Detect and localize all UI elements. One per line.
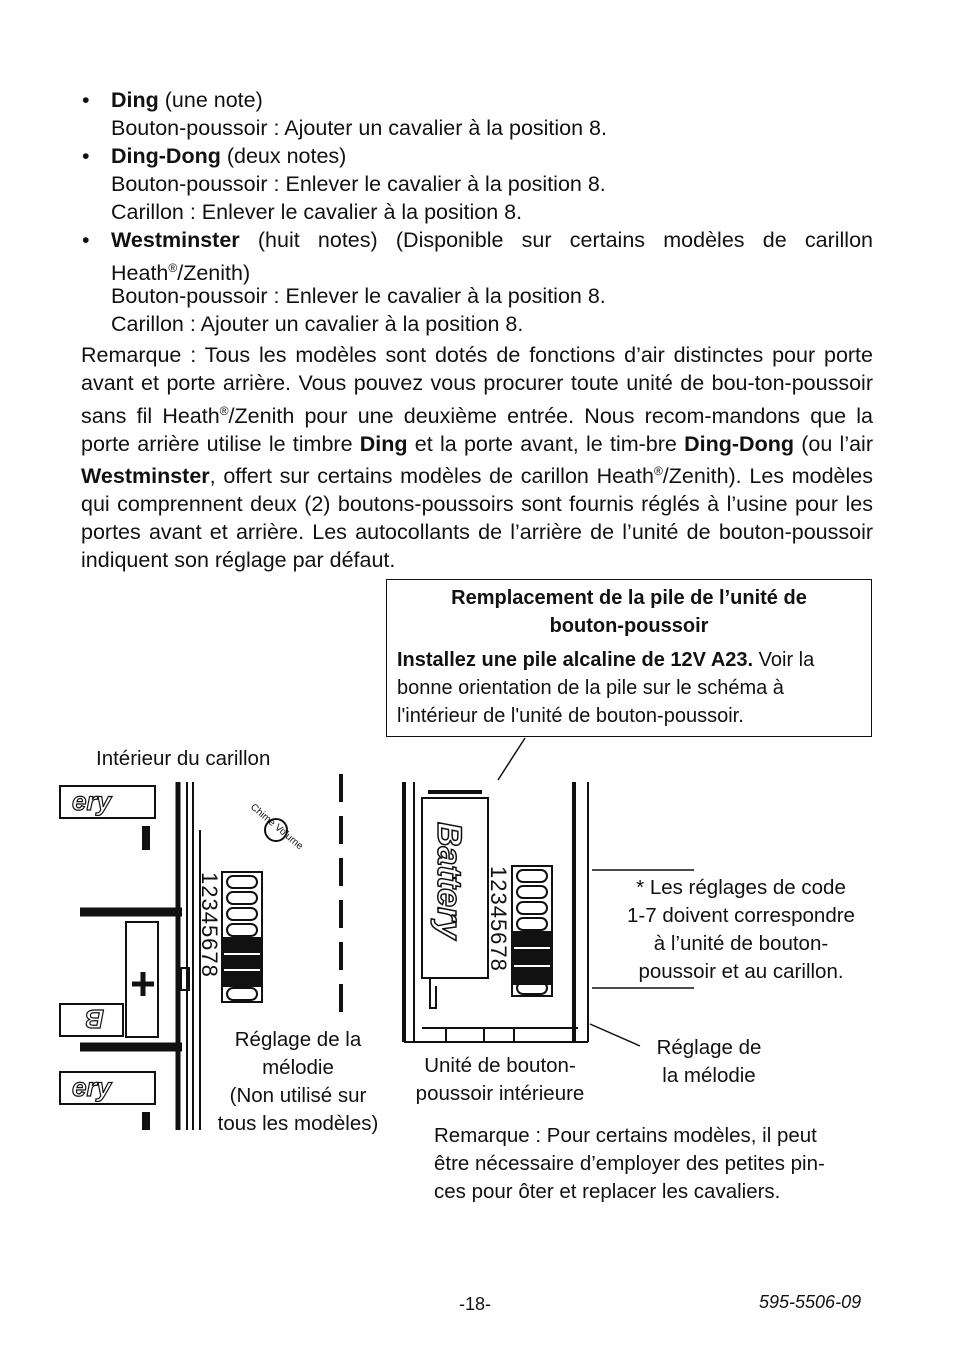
- battery-fragment-bottom: ery: [72, 1072, 112, 1102]
- jumper-numbers-right: 12345678: [486, 866, 511, 972]
- bullet-ding-line: Bouton-poussoir : Ajouter un cavalier à la position 8.: [111, 116, 607, 140]
- bullet-westminster-line: Bouton-poussoir : Enlever le cavalier à la position 8.: [111, 284, 606, 308]
- battery-word: Battery: [430, 822, 468, 940]
- melody-setting-right-label: Réglage de la mélodie: [656, 1036, 762, 1087]
- battery-fragment-top: ery: [72, 786, 112, 816]
- battery-fragment-flipped: B: [85, 1004, 104, 1034]
- pushbutton-interior-label: Unité de bouton- poussoir intérieure: [415, 1054, 585, 1105]
- bullet-westminster-line: Carillon : Ajouter un cavalier à la position 8.: [111, 312, 524, 336]
- bullet-ding-heading: Ding (une note): [111, 88, 263, 112]
- jumper-numbers-left: 12345678: [197, 872, 222, 978]
- code-settings-note: * Les réglages de code 1-7 doivent correspondre à l’unité de bouton- poussoir et au carillon.: [627, 876, 855, 983]
- bullet-symbol: •: [82, 144, 90, 168]
- remark-paragraph: Remarque : Tous les modèles sont dotés de fonctions d’air distinctes pour porte avant et porte arrière. Vous pouvez vous procurer toute unité de bou-ton-poussoir sans fil Heath®/Zenith pour une deuxième entrée. Nous recom-mandons que la porte arrière utilise le timbre Ding et la porte avant, le tim-bre Ding-Dong (ou l’air Westminster, offert sur certains modèles de carillon Heath®/Zenith). Les modèles qui comprennent deux (2) boutons-poussoirs sont fournis réglés à l’usine pour les portes avant et arrière. Les autocollants de l’arrière de l’unité de bouton-poussoir indiquent son réglage par défaut.: [81, 343, 873, 572]
- battery-box-body: Installez une pile alcaline de 12V A23. Voir la bonne orientation de la pile sur le schéma à l'intérieur de l'unité de bouton-poussoir.: [397, 649, 815, 727]
- bullet-symbol: •: [82, 88, 90, 112]
- document-number: 595-5506-09: [759, 1292, 862, 1312]
- bullet-ding-dong-heading: Ding-Dong (deux notes): [111, 144, 347, 168]
- bullet-ding-dong-line: Bouton-poussoir : Enlever le cavalier à la position 8.: [111, 172, 606, 196]
- jumper-pins-right: [514, 870, 550, 994]
- pliers-note: Remarque : Pour certains modèles, il peut être nécessaire d’employer des petites pin- ces pour ôter et replacer les cavaliers.: [434, 1124, 825, 1203]
- page-number: -18-: [459, 1294, 492, 1314]
- chime-volume-label: Chime Volume: [248, 801, 305, 853]
- chime-interior-label: Intérieur du carillon: [96, 747, 271, 770]
- bullet-westminster-heading-cont: Heath®/Zenith): [111, 261, 251, 286]
- bullet-westminster-heading: Westminster (huit notes) (Disponible sur certains modèles de carillon: [111, 228, 873, 252]
- bullet-ding-dong-line: Carillon : Enlever le cavalier à la position 8.: [111, 200, 523, 224]
- bullet-symbol: •: [82, 228, 90, 252]
- jumper-pins-left: [224, 876, 260, 1000]
- melody-setting-left-label: Réglage de la mélodie (Non utilisé sur tous les modèles): [217, 1028, 379, 1135]
- battery-box-title: Remplacement de la pile de l’unité de bouton-poussoir: [451, 587, 807, 637]
